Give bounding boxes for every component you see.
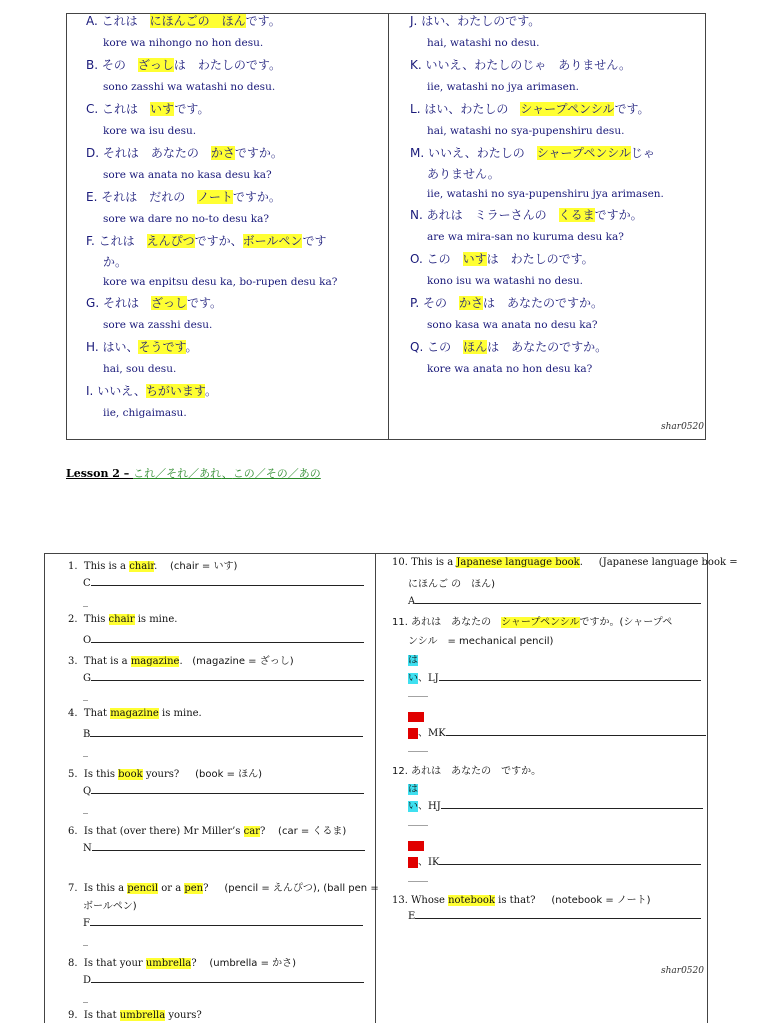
entry-N: N. あれは ミラーさんの くるまですか。 bbox=[410, 208, 643, 222]
question-1: 1. This is a chair. (chair = いす) bbox=[68, 561, 238, 572]
answer-line-11-no[interactable]: 、MK bbox=[408, 724, 706, 739]
entry-L: L. はい、わたしの シャープペンシルです。 bbox=[410, 102, 650, 116]
dash: _ bbox=[83, 690, 88, 701]
romaji-H: hai, sou desu. bbox=[103, 363, 177, 375]
romaji-A: kore wa nihongo no hon desu. bbox=[103, 37, 264, 49]
hai-glyph: は bbox=[408, 784, 418, 795]
question-5: 5. Is this book yours? (book = ほん) bbox=[68, 769, 263, 780]
entry-C: C. これは いすです。 bbox=[86, 102, 210, 116]
entry-G: G. それは ざっしです。 bbox=[86, 296, 223, 310]
entry-E: E. それは だれの ノートですか。 bbox=[86, 190, 281, 204]
romaji-Q: kore wa anata no hon desu ka? bbox=[427, 363, 593, 375]
romaji-C: kore wa isu desu. bbox=[103, 125, 197, 137]
entry-B: B. その ざっしは わたしのです。 bbox=[86, 58, 281, 72]
question-12: 12. あれは あなたの ですか。 bbox=[392, 766, 542, 777]
answer-line-13[interactable]: E bbox=[408, 909, 701, 922]
romaji-G: sore wa zasshi desu. bbox=[103, 319, 213, 331]
dash: ____ bbox=[408, 741, 428, 752]
question-13: 13. Whose notebook is that? (notebook = ノート) bbox=[392, 895, 651, 906]
question-6: 6. Is that (over there) Mr Miller’s car? (car = くるま) bbox=[68, 826, 347, 837]
answer-line-1[interactable]: C bbox=[83, 576, 364, 589]
question-10: 10. This is a Japanese language book. (Japanese language book = bbox=[392, 557, 738, 568]
column-divider bbox=[388, 13, 389, 440]
entry-I: I. いいえ、ちがいます。 bbox=[86, 384, 217, 398]
dash: ____ bbox=[408, 871, 428, 882]
entry-F-continuation: か。 bbox=[103, 255, 128, 269]
question-2: 2. This chair is mine. bbox=[68, 614, 178, 625]
answer-line-11-yes[interactable]: い、LJ bbox=[408, 669, 701, 684]
question-11-continuation: ンシル = mechanical pencil) bbox=[408, 636, 554, 647]
romaji-N: are wa mira-san no kuruma desu ka? bbox=[427, 231, 624, 243]
dash: _ bbox=[83, 935, 88, 946]
romaji-F: kore wa enpitsu desu ka, bo-rupen desu ka? bbox=[103, 276, 338, 288]
dash: _ bbox=[83, 992, 88, 1003]
answer-line-5[interactable]: Q bbox=[83, 784, 364, 797]
romaji-K: iie, watashi no jya arimasen. bbox=[427, 81, 579, 93]
dash: _ bbox=[83, 803, 88, 814]
question-10-continuation: にほんご の ほん) bbox=[408, 579, 496, 590]
dash: _ bbox=[83, 746, 88, 757]
answer-line-7[interactable]: F bbox=[83, 916, 363, 929]
entry-M-continuation: ありません。 bbox=[427, 167, 500, 181]
romaji-L: hai, watashi no sya-pupenshiru desu. bbox=[427, 125, 625, 137]
entry-O: O. この いすは わたしのです。 bbox=[410, 252, 594, 266]
column-divider bbox=[375, 553, 376, 1023]
romaji-P: sono kasa wa anata no desu ka? bbox=[427, 319, 598, 331]
question-7-continuation: ボールペン) bbox=[83, 901, 137, 912]
entry-J: J. はい、わたしのです。 bbox=[410, 14, 541, 28]
entry-F: F. これは えんぴつですか、ボールペンです bbox=[86, 234, 327, 248]
question-8: 8. Is that your umbrella? (umbrella = かさ) bbox=[68, 958, 297, 969]
question-7: 7. Is this a pencil or a pen? (pencil = えんぴつ), (ball pen = bbox=[68, 883, 379, 894]
entry-Q: Q. この ほんは あなたのですか。 bbox=[410, 340, 608, 354]
question-9: 9. Is that umbrella yours? bbox=[68, 1010, 202, 1021]
question-4: 4. That magazine is mine. bbox=[68, 708, 202, 719]
answer-line-12-yes[interactable]: い、HJ bbox=[408, 797, 703, 812]
dash: ____ bbox=[408, 815, 428, 826]
answer-line-12-no[interactable]: 、IK bbox=[408, 853, 701, 868]
romaji-D: sore wa anata no kasa desu ka? bbox=[103, 169, 272, 181]
romaji-M: iie, watashi no sya-pupenshiru jya arimasen. bbox=[427, 188, 664, 200]
lesson-title: Lesson 2 – これ／それ／あれ、この／その／あの bbox=[66, 467, 321, 480]
answer-line-8[interactable]: D bbox=[83, 973, 364, 986]
dash: ____ bbox=[408, 686, 428, 697]
entry-A: A. これは にほんごの ほんです。 bbox=[86, 14, 281, 28]
romaji-O: kono isu wa watashi no desu. bbox=[427, 275, 583, 287]
answer-line-10[interactable]: A bbox=[408, 594, 701, 607]
entry-K: K. いいえ、わたしのじゃ ありません。 bbox=[410, 58, 631, 72]
answer-line-3[interactable]: G bbox=[83, 671, 364, 684]
answer-key-table bbox=[66, 13, 706, 440]
signature: shar0520 bbox=[661, 966, 704, 976]
romaji-J: hai, watashi no desu. bbox=[427, 37, 540, 49]
answer-line-2[interactable]: O bbox=[83, 633, 364, 646]
entry-H: H. はい、そうです。 bbox=[86, 340, 198, 354]
answer-line-6[interactable]: N bbox=[83, 841, 365, 854]
answer-line-4[interactable]: B bbox=[83, 727, 363, 740]
entry-M: M. いいえ、わたしの シャープペンシルじゃ bbox=[410, 146, 655, 160]
question-3: 3. That is a magazine. (magazine = ざっし) bbox=[68, 656, 294, 667]
signature: shar0520 bbox=[661, 422, 704, 432]
question-11: 11. あれは あなたの シャープペンシルですか。(シャープペ bbox=[392, 617, 673, 628]
hai-glyph: は bbox=[408, 655, 418, 666]
dash: _ bbox=[83, 596, 88, 607]
romaji-B: sono zasshi wa watashi no desu. bbox=[103, 81, 276, 93]
romaji-I: iie, chigaimasu. bbox=[103, 407, 187, 419]
romaji-E: sore wa dare no no-to desu ka? bbox=[103, 213, 270, 225]
entry-D: D. それは あなたの かさですか。 bbox=[86, 146, 283, 160]
entry-P: P. その かさは あなたのですか。 bbox=[410, 296, 604, 310]
